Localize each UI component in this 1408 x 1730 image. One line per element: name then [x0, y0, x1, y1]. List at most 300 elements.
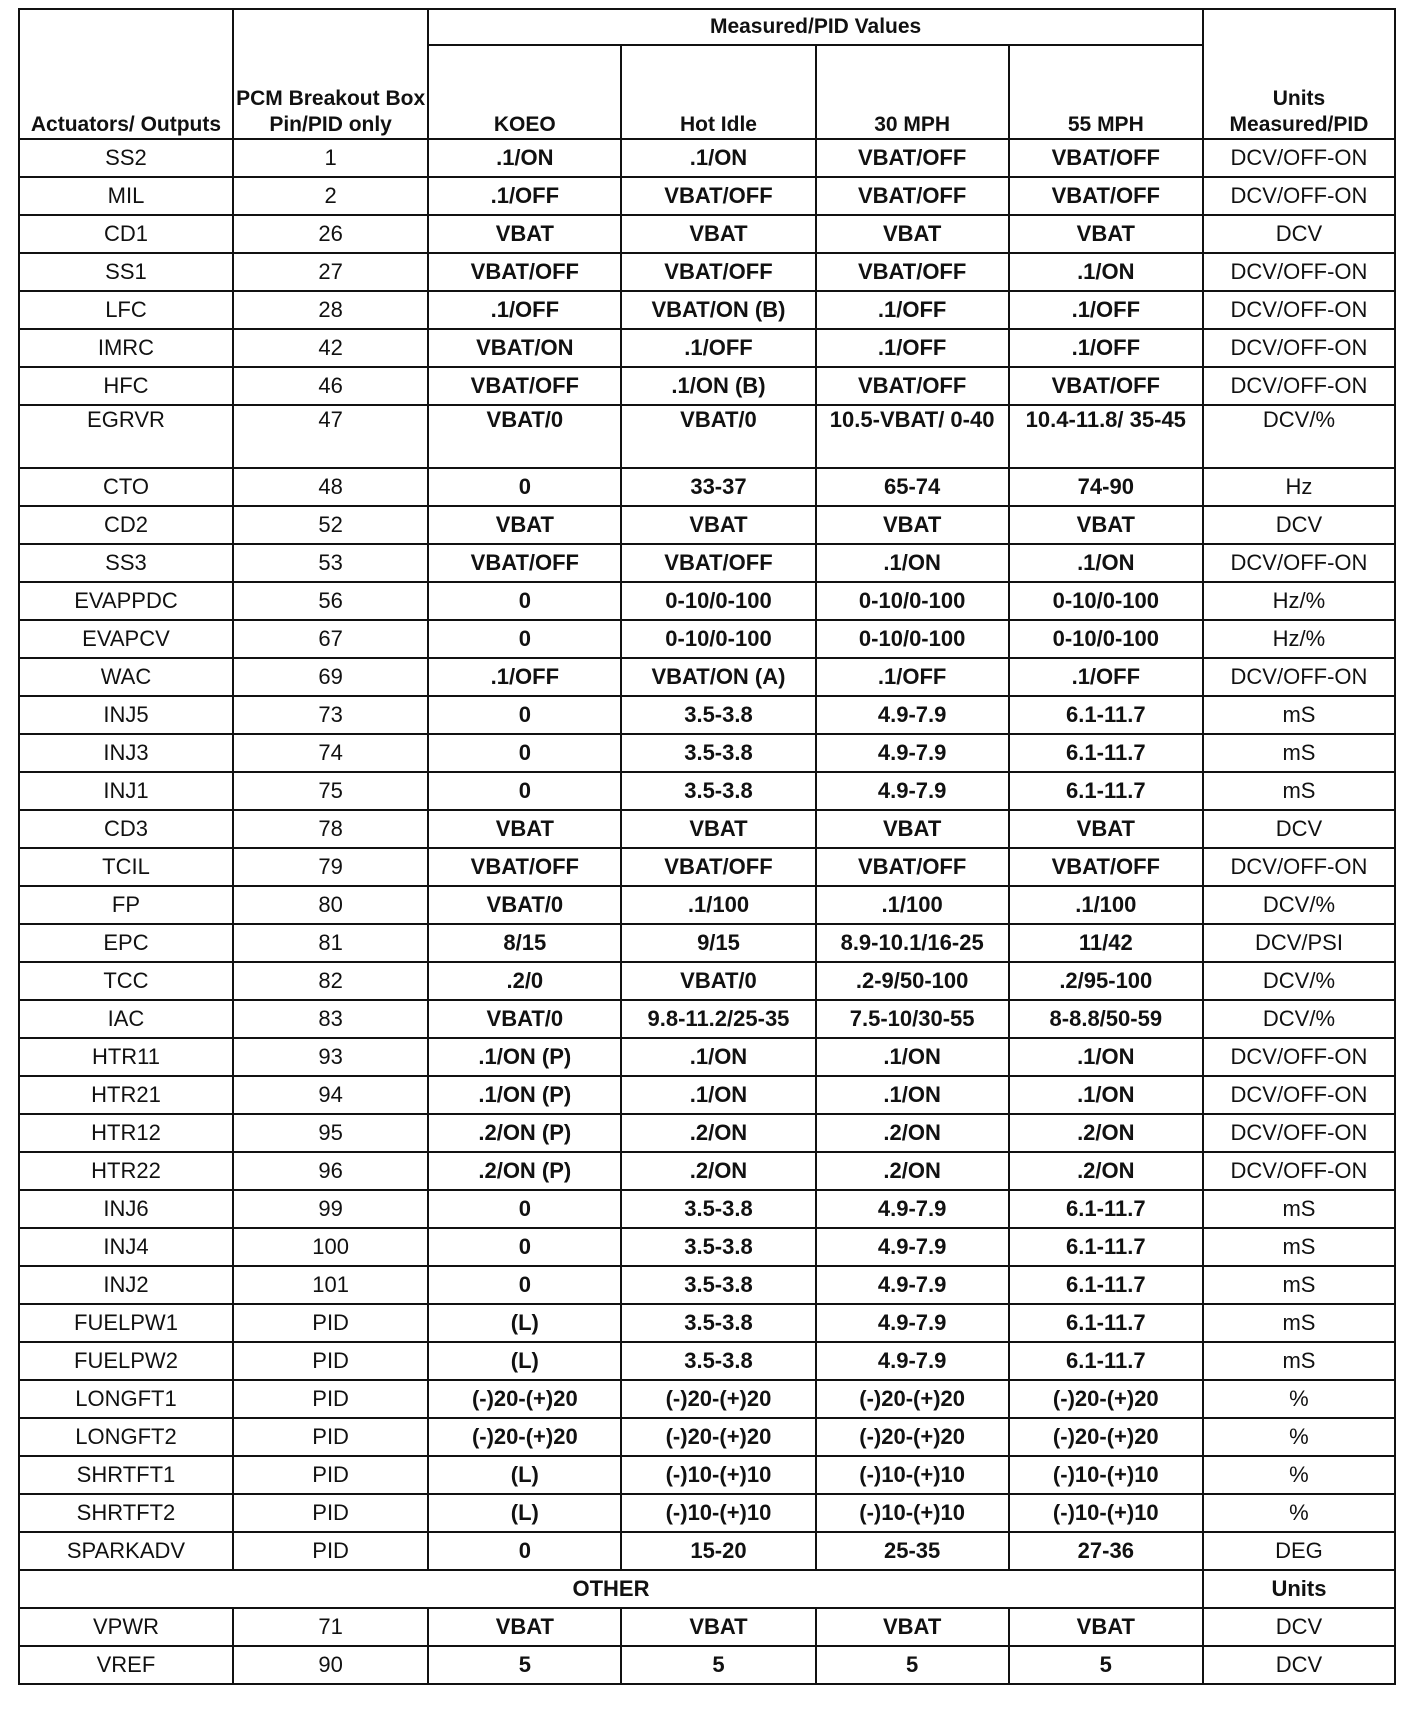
mph30-value: .1/ON: [816, 1076, 1009, 1114]
mph30-value: VBAT: [816, 810, 1009, 848]
mph55-value: VBAT: [1009, 506, 1203, 544]
actuator-name: CTO: [19, 468, 233, 506]
koeo-value: .1/OFF: [428, 658, 621, 696]
hot-idle-value: VBAT/0: [621, 405, 815, 468]
mph30-value: (-)20-(+)20: [816, 1380, 1009, 1418]
units-value: DCV: [1203, 1608, 1395, 1646]
breakout-pin: 28: [233, 291, 428, 329]
mph30-value: VBAT/OFF: [816, 367, 1009, 405]
mph30-value: .2/ON: [816, 1152, 1009, 1190]
hot-idle-value: .2/ON: [621, 1152, 815, 1190]
hot-idle-value: VBAT: [621, 506, 815, 544]
mph30-value: 0-10/0-100: [816, 620, 1009, 658]
table-row: [19, 1152, 1395, 1190]
hot-idle-value: 5: [621, 1646, 815, 1684]
header-pin: PCM Breakout Box Pin/PID only: [233, 9, 428, 139]
mph30-value: .2/ON: [816, 1114, 1009, 1152]
units-value: %: [1203, 1494, 1395, 1532]
units-value: DEG: [1203, 1532, 1395, 1570]
mph30-value: .1/ON: [816, 1038, 1009, 1076]
units-value: %: [1203, 1418, 1395, 1456]
mph30-value: 25-35: [816, 1532, 1009, 1570]
actuator-name: SPARKADV: [19, 1532, 233, 1570]
breakout-pin: 2: [233, 177, 428, 215]
breakout-pin: 56: [233, 582, 428, 620]
mph55-value: VBAT/OFF: [1009, 139, 1203, 177]
hot-idle-value: (-)20-(+)20: [621, 1418, 815, 1456]
units-value: DCV: [1203, 1646, 1395, 1684]
mph55-value: 6.1-11.7: [1009, 1190, 1203, 1228]
actuator-name: HTR22: [19, 1152, 233, 1190]
koeo-value: 0: [428, 772, 621, 810]
hot-idle-value: VBAT/ON (B): [621, 291, 815, 329]
breakout-pin: 53: [233, 544, 428, 582]
koeo-value: 0: [428, 620, 621, 658]
mph30-value: VBAT/OFF: [816, 253, 1009, 291]
actuator-name: LFC: [19, 291, 233, 329]
breakout-pin: PID: [233, 1304, 428, 1342]
units-value: Hz/%: [1203, 620, 1395, 658]
mph30-value: 4.9-7.9: [816, 734, 1009, 772]
koeo-value: VBAT/0: [428, 886, 621, 924]
hot-idle-value: 3.5-3.8: [621, 734, 815, 772]
actuator-name: EPC: [19, 924, 233, 962]
mph30-value: 4.9-7.9: [816, 1228, 1009, 1266]
mph55-value: 74-90: [1009, 468, 1203, 506]
table-row: [19, 1000, 1395, 1038]
table-row: [19, 1380, 1395, 1418]
hot-idle-value: VBAT: [621, 810, 815, 848]
actuator-name: HTR12: [19, 1114, 233, 1152]
hot-idle-value: 33-37: [621, 468, 815, 506]
mph30-value: 7.5-10/30-55: [816, 1000, 1009, 1038]
mph55-value: .2/ON: [1009, 1114, 1203, 1152]
koeo-value: VBAT/OFF: [428, 848, 621, 886]
table-row: [19, 139, 1395, 177]
actuator-name: FP: [19, 886, 233, 924]
mph55-value: .1/OFF: [1009, 329, 1203, 367]
mph55-value: .1/ON: [1009, 544, 1203, 582]
koeo-value: VBAT/OFF: [428, 544, 621, 582]
mph55-value: VBAT: [1009, 810, 1203, 848]
actuator-name: SS1: [19, 253, 233, 291]
mph30-value: 10.5-VBAT/ 0-40: [816, 405, 1009, 468]
hot-idle-value: 15-20: [621, 1532, 815, 1570]
koeo-value: VBAT/OFF: [428, 253, 621, 291]
units-value: DCV/PSI: [1203, 924, 1395, 962]
units-value: %: [1203, 1380, 1395, 1418]
breakout-pin: 95: [233, 1114, 428, 1152]
table-row: [19, 506, 1395, 544]
breakout-pin: 42: [233, 329, 428, 367]
breakout-pin: 73: [233, 696, 428, 734]
mph30-value: .1/OFF: [816, 329, 1009, 367]
actuator-name: CD2: [19, 506, 233, 544]
actuator-name: FUELPW1: [19, 1304, 233, 1342]
hot-idle-value: VBAT: [621, 1608, 815, 1646]
koeo-value: VBAT: [428, 506, 621, 544]
units-value: DCV/OFF-ON: [1203, 139, 1395, 177]
breakout-pin: 90: [233, 1646, 428, 1684]
hot-idle-value: VBAT: [621, 215, 815, 253]
table-row: [19, 405, 1395, 468]
koeo-value: VBAT/0: [428, 1000, 621, 1038]
units-value: mS: [1203, 1266, 1395, 1304]
header-measured-group: Measured/PID Values: [428, 9, 1203, 45]
breakout-pin: 75: [233, 772, 428, 810]
actuator-name: EGRVR: [19, 405, 233, 468]
units-value: DCV/%: [1203, 886, 1395, 924]
mph55-value: (-)10-(+)10: [1009, 1494, 1203, 1532]
mph30-value: VBAT/OFF: [816, 177, 1009, 215]
koeo-value: VBAT: [428, 1608, 621, 1646]
units-value: DCV/OFF-ON: [1203, 1152, 1395, 1190]
mph30-value: .1/ON: [816, 544, 1009, 582]
table-row: [19, 1190, 1395, 1228]
breakout-pin: 52: [233, 506, 428, 544]
koeo-value: VBAT/ON: [428, 329, 621, 367]
breakout-pin: 99: [233, 1190, 428, 1228]
hot-idle-value: 0-10/0-100: [621, 582, 815, 620]
hot-idle-value: 3.5-3.8: [621, 696, 815, 734]
table-row: [19, 582, 1395, 620]
mph30-value: VBAT/OFF: [816, 139, 1009, 177]
breakout-pin: PID: [233, 1456, 428, 1494]
mph55-value: 10.4-11.8/ 35-45: [1009, 405, 1203, 468]
table-row: [19, 658, 1395, 696]
mph30-value: VBAT/OFF: [816, 848, 1009, 886]
header-units: Units Measured/PID: [1203, 9, 1395, 139]
mph55-value: .1/ON: [1009, 253, 1203, 291]
hot-idle-value: .1/ON: [621, 1038, 815, 1076]
other-section-label: OTHER: [19, 1570, 1203, 1608]
actuator-name: INJ6: [19, 1190, 233, 1228]
units-value: mS: [1203, 1342, 1395, 1380]
units-value: DCV/OFF-ON: [1203, 1114, 1395, 1152]
koeo-value: 0: [428, 696, 621, 734]
breakout-pin: 69: [233, 658, 428, 696]
mph55-value: 0-10/0-100: [1009, 620, 1203, 658]
table-row: [19, 1266, 1395, 1304]
other-units-label: Units: [1203, 1570, 1395, 1608]
table-row: [19, 1608, 1395, 1646]
table-row: [19, 772, 1395, 810]
actuator-name: CD1: [19, 215, 233, 253]
hot-idle-value: .1/OFF: [621, 329, 815, 367]
hot-idle-value: VBAT/0: [621, 962, 815, 1000]
units-value: DCV/OFF-ON: [1203, 658, 1395, 696]
koeo-value: .2/ON (P): [428, 1114, 621, 1152]
koeo-value: .1/ON: [428, 139, 621, 177]
mph30-value: .1/100: [816, 886, 1009, 924]
koeo-value: .1/ON (P): [428, 1038, 621, 1076]
koeo-value: VBAT: [428, 810, 621, 848]
mph30-value: 4.9-7.9: [816, 772, 1009, 810]
breakout-pin: 71: [233, 1608, 428, 1646]
breakout-pin: PID: [233, 1418, 428, 1456]
mph55-value: 6.1-11.7: [1009, 1342, 1203, 1380]
table-row: [19, 1076, 1395, 1114]
hot-idle-value: 9/15: [621, 924, 815, 962]
mph55-value: 6.1-11.7: [1009, 772, 1203, 810]
units-value: DCV/%: [1203, 405, 1395, 468]
actuator-name: EVAPPDC: [19, 582, 233, 620]
mph55-value: 6.1-11.7: [1009, 1266, 1203, 1304]
actuator-name: LONGFT2: [19, 1418, 233, 1456]
actuator-name: SS3: [19, 544, 233, 582]
mph30-value: 4.9-7.9: [816, 1342, 1009, 1380]
mph55-value: .1/OFF: [1009, 658, 1203, 696]
header-actuators: Actuators/ Outputs: [19, 9, 233, 139]
mph55-value: 6.1-11.7: [1009, 1304, 1203, 1342]
mph55-value: .1/ON: [1009, 1038, 1203, 1076]
koeo-value: (L): [428, 1304, 621, 1342]
units-value: DCV/OFF-ON: [1203, 177, 1395, 215]
koeo-value: 5: [428, 1646, 621, 1684]
breakout-pin: 100: [233, 1228, 428, 1266]
table-row: [19, 544, 1395, 582]
mph30-value: 5: [816, 1646, 1009, 1684]
hot-idle-value: 3.5-3.8: [621, 1228, 815, 1266]
actuator-name: IMRC: [19, 329, 233, 367]
mph30-value: 0-10/0-100: [816, 582, 1009, 620]
actuator-name: SHRTFT2: [19, 1494, 233, 1532]
table-row: [19, 215, 1395, 253]
actuator-name: CD3: [19, 810, 233, 848]
table-row: [19, 1418, 1395, 1456]
koeo-value: VBAT/0: [428, 405, 621, 468]
breakout-pin: 74: [233, 734, 428, 772]
koeo-value: (-)20-(+)20: [428, 1380, 621, 1418]
table-row: [19, 329, 1395, 367]
breakout-pin: 96: [233, 1152, 428, 1190]
breakout-pin: 82: [233, 962, 428, 1000]
units-value: mS: [1203, 1190, 1395, 1228]
units-value: DCV/%: [1203, 962, 1395, 1000]
koeo-value: 0: [428, 1266, 621, 1304]
mph55-value: .1/100: [1009, 886, 1203, 924]
units-value: Hz: [1203, 468, 1395, 506]
mph55-value: 27-36: [1009, 1532, 1203, 1570]
mph30-value: VBAT: [816, 506, 1009, 544]
breakout-pin: 27: [233, 253, 428, 291]
header-hot-idle: Hot Idle: [621, 45, 815, 139]
koeo-value: .1/OFF: [428, 291, 621, 329]
breakout-pin: 93: [233, 1038, 428, 1076]
table-row: [19, 1646, 1395, 1684]
units-value: DCV/OFF-ON: [1203, 291, 1395, 329]
mph30-value: (-)10-(+)10: [816, 1456, 1009, 1494]
actuator-name: FUELPW2: [19, 1342, 233, 1380]
mph30-value: .2-9/50-100: [816, 962, 1009, 1000]
units-value: mS: [1203, 696, 1395, 734]
hot-idle-value: .1/100: [621, 886, 815, 924]
koeo-value: 0: [428, 468, 621, 506]
koeo-value: 0: [428, 1228, 621, 1266]
hot-idle-value: 3.5-3.8: [621, 1304, 815, 1342]
units-value: DCV/OFF-ON: [1203, 848, 1395, 886]
mph55-value: 0-10/0-100: [1009, 582, 1203, 620]
actuator-name: HTR11: [19, 1038, 233, 1076]
pid-values-table: [18, 8, 1396, 1685]
mph30-value: .1/OFF: [816, 658, 1009, 696]
koeo-value: 0: [428, 1190, 621, 1228]
other-section-row: [19, 1570, 1395, 1608]
table-row: [19, 696, 1395, 734]
header-55-mph: 55 MPH: [1009, 45, 1203, 139]
mph30-value: VBAT: [816, 215, 1009, 253]
mph55-value: .2/95-100: [1009, 962, 1203, 1000]
breakout-pin: 79: [233, 848, 428, 886]
breakout-pin: 26: [233, 215, 428, 253]
table-row: [19, 468, 1395, 506]
koeo-value: 0: [428, 582, 621, 620]
mph55-value: .1/ON: [1009, 1076, 1203, 1114]
breakout-pin: PID: [233, 1532, 428, 1570]
actuator-name: VPWR: [19, 1608, 233, 1646]
units-value: %: [1203, 1456, 1395, 1494]
actuator-name: SS2: [19, 139, 233, 177]
units-value: DCV/%: [1203, 1000, 1395, 1038]
mph55-value: 6.1-11.7: [1009, 696, 1203, 734]
units-value: mS: [1203, 772, 1395, 810]
mph30-value: 4.9-7.9: [816, 1266, 1009, 1304]
mph30-value: 8.9-10.1/16-25: [816, 924, 1009, 962]
mph55-value: VBAT: [1009, 215, 1203, 253]
koeo-value: (L): [428, 1456, 621, 1494]
mph55-value: 8-8.8/50-59: [1009, 1000, 1203, 1038]
mph30-value: 65-74: [816, 468, 1009, 506]
actuator-name: IAC: [19, 1000, 233, 1038]
actuator-name: INJ2: [19, 1266, 233, 1304]
units-value: DCV/OFF-ON: [1203, 329, 1395, 367]
units-value: Hz/%: [1203, 582, 1395, 620]
hot-idle-value: VBAT/OFF: [621, 253, 815, 291]
mph55-value: (-)10-(+)10: [1009, 1456, 1203, 1494]
mph55-value: .2/ON: [1009, 1152, 1203, 1190]
actuator-name: TCC: [19, 962, 233, 1000]
table-row: [19, 1456, 1395, 1494]
table-row: [19, 1532, 1395, 1570]
actuator-name: LONGFT1: [19, 1380, 233, 1418]
table-row: [19, 848, 1395, 886]
hot-idle-value: 3.5-3.8: [621, 1342, 815, 1380]
units-value: mS: [1203, 1228, 1395, 1266]
koeo-value: 0: [428, 1532, 621, 1570]
breakout-pin: 1: [233, 139, 428, 177]
table-row: [19, 291, 1395, 329]
table-row: [19, 253, 1395, 291]
actuator-name: INJ1: [19, 772, 233, 810]
mph55-value: (-)20-(+)20: [1009, 1418, 1203, 1456]
table-row: [19, 1342, 1395, 1380]
breakout-pin: 101: [233, 1266, 428, 1304]
units-value: DCV/OFF-ON: [1203, 367, 1395, 405]
mph55-value: 11/42: [1009, 924, 1203, 962]
table-row: [19, 1228, 1395, 1266]
mph55-value: VBAT: [1009, 1608, 1203, 1646]
units-value: DCV: [1203, 506, 1395, 544]
actuator-name: HFC: [19, 367, 233, 405]
hot-idle-value: .1/ON: [621, 1076, 815, 1114]
units-value: DCV/OFF-ON: [1203, 1076, 1395, 1114]
hot-idle-value: VBAT/OFF: [621, 177, 815, 215]
actuator-name: EVAPCV: [19, 620, 233, 658]
table-body: [19, 139, 1395, 1684]
hot-idle-value: .2/ON: [621, 1114, 815, 1152]
units-value: DCV/OFF-ON: [1203, 544, 1395, 582]
hot-idle-value: .1/ON (B): [621, 367, 815, 405]
hot-idle-value: 3.5-3.8: [621, 1190, 815, 1228]
mph55-value: 6.1-11.7: [1009, 734, 1203, 772]
mph55-value: VBAT/OFF: [1009, 848, 1203, 886]
actuator-name: TCIL: [19, 848, 233, 886]
table-row: [19, 367, 1395, 405]
table-row: [19, 1494, 1395, 1532]
hot-idle-value: VBAT/OFF: [621, 544, 815, 582]
table-row: [19, 1114, 1395, 1152]
actuator-name: INJ3: [19, 734, 233, 772]
breakout-pin: 81: [233, 924, 428, 962]
hot-idle-value: VBAT/ON (A): [621, 658, 815, 696]
actuator-name: INJ5: [19, 696, 233, 734]
table-row: [19, 1304, 1395, 1342]
actuator-name: HTR21: [19, 1076, 233, 1114]
table-row: [19, 962, 1395, 1000]
hot-idle-value: 3.5-3.8: [621, 772, 815, 810]
hot-idle-value: VBAT/OFF: [621, 848, 815, 886]
hot-idle-value: (-)10-(+)10: [621, 1456, 815, 1494]
header-koeo: KOEO: [428, 45, 621, 139]
hot-idle-value: .1/ON: [621, 139, 815, 177]
mph55-value: 6.1-11.7: [1009, 1228, 1203, 1266]
mph55-value: VBAT/OFF: [1009, 367, 1203, 405]
koeo-value: (L): [428, 1342, 621, 1380]
breakout-pin: 80: [233, 886, 428, 924]
units-value: mS: [1203, 1304, 1395, 1342]
mph55-value: (-)20-(+)20: [1009, 1380, 1203, 1418]
actuator-name: INJ4: [19, 1228, 233, 1266]
hot-idle-value: 3.5-3.8: [621, 1266, 815, 1304]
mph30-value: .1/OFF: [816, 291, 1009, 329]
breakout-pin: 83: [233, 1000, 428, 1038]
koeo-value: (L): [428, 1494, 621, 1532]
mph30-value: VBAT: [816, 1608, 1009, 1646]
breakout-pin: 67: [233, 620, 428, 658]
table-row: [19, 1038, 1395, 1076]
hot-idle-value: (-)20-(+)20: [621, 1380, 815, 1418]
koeo-value: VBAT/OFF: [428, 367, 621, 405]
koeo-value: .2/0: [428, 962, 621, 1000]
koeo-value: 0: [428, 734, 621, 772]
koeo-value: VBAT: [428, 215, 621, 253]
breakout-pin: 47: [233, 405, 428, 468]
hot-idle-value: 0-10/0-100: [621, 620, 815, 658]
koeo-value: .1/OFF: [428, 177, 621, 215]
breakout-pin: PID: [233, 1494, 428, 1532]
units-value: DCV: [1203, 810, 1395, 848]
header-30-mph: 30 MPH: [816, 45, 1009, 139]
table-row: [19, 177, 1395, 215]
breakout-pin: PID: [233, 1342, 428, 1380]
units-value: DCV: [1203, 215, 1395, 253]
actuator-name: MIL: [19, 177, 233, 215]
mph55-value: 5: [1009, 1646, 1203, 1684]
mph30-value: (-)10-(+)10: [816, 1494, 1009, 1532]
breakout-pin: 78: [233, 810, 428, 848]
mph30-value: 4.9-7.9: [816, 696, 1009, 734]
mph55-value: .1/OFF: [1009, 291, 1203, 329]
